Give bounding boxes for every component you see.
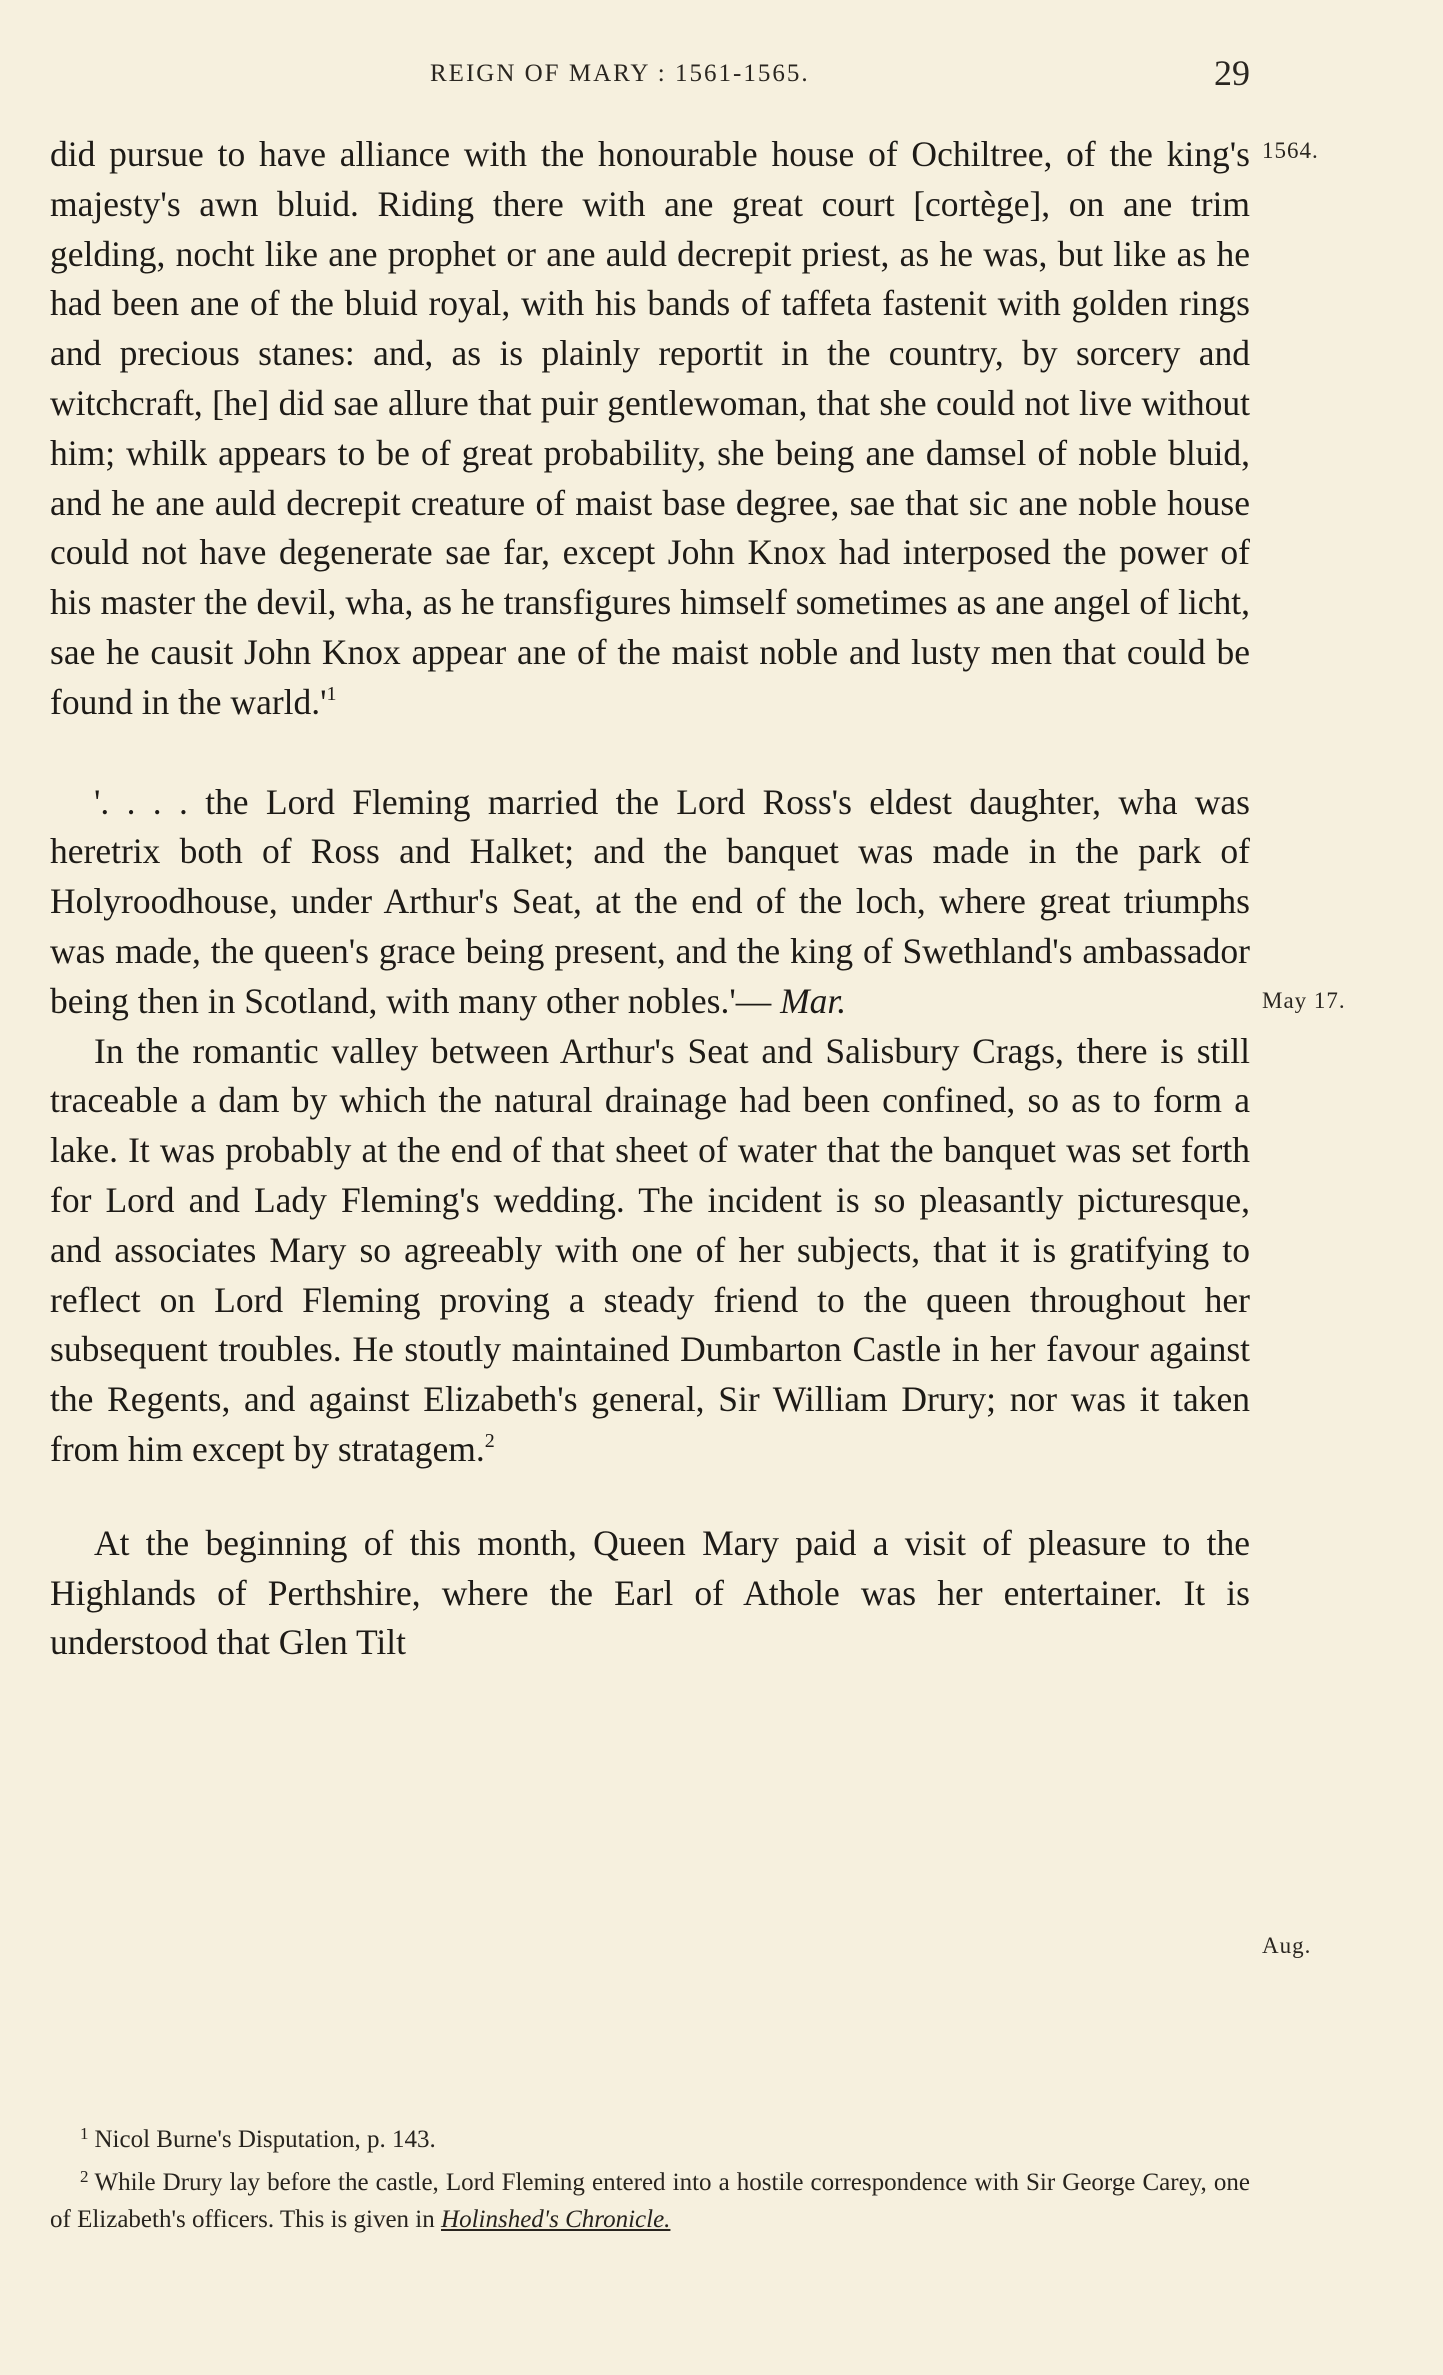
footnote-work-title: Holinshed's Chronicle.	[441, 2206, 671, 2233]
paragraph-text: did pursue to have alliance with the honourable house of Ochiltree, of the king's majesty's awn bluid. Riding there with ane great court [cortège], on ane trim gelding, nocht like ane prophet or ane auld decrepit priest, as he was, but like as he had been ane of the bluid royal, with his bands of taffeta fastenit with golden rings and precious stanes: and, as is plainly reportit in the country, by sorcery and witchcraft, [he] did sae allure that puir gentlewoman, that she could not live without him; whilk appears to be of great probability, she being ane damsel of noble bluid, and he ane auld decrepit creature of maist base degree, sae that sic ane noble house could not have degenerate sae far, except John Knox had interposed the power of his master the devil, wha, as he transfigures himself sometimes as ane angel of licht, sae he causit John Knox appear ane of the maist noble and lusty men that could be found in the warld.'	[50, 134, 1250, 722]
body-text	[50, 130, 1250, 1668]
margin-note-aug: Aug.	[1262, 1933, 1312, 1958]
paragraph-text: '. . . . the Lord Fleming married the Lord Ross's eldest daughter, wha was heretrix both of Ross and Halket; and the banquet was made in the park of Holyroodhouse, under Arthur's Seat, at the end of the loch, where great triumphs was made, the queen's grace being present, and the king of Swethland's ambassador being then in Scotland, with many other nobles.'—	[50, 781, 1250, 1021]
paragraph-quotation-knox	[50, 130, 1250, 728]
footnote-1	[50, 2115, 1250, 2158]
paragraph-quotation-fleming	[50, 778, 1250, 1027]
margin-note-may: May 17.	[1262, 988, 1346, 1013]
footnote-ref: 2	[484, 1429, 495, 1452]
footnote-number: 2	[80, 2167, 89, 2186]
footnote-2	[50, 2158, 1250, 2238]
paragraph-text: In the romantic valley between Arthur's Seat and Salisbury Crags, there is still traceable a dam by which the natural drainage had been confined, so as to form a lake. It was probably at the end of that sheet of water that the banquet was set forth for Lord and Lady Fleming's wedding. The incident is so pleasantly picturesque, and associates Mary so agreeably with one of her subjects, that it is gratifying to reflect on Lord Fleming proving a steady friend to the queen throughout her subsequent troubles. He stoutly maintained Dumbarton Castle in her favour against the Regents, and against Elizabeth's general, Sir William Drury; nor was it taken from him except by stratagem.	[50, 1030, 1250, 1469]
footnote-text: While Drury lay before the castle, Lord Fleming entered into a hostile correspondence with Sir George Carey, one of Elizabeth's officers. This is given in	[50, 2169, 1250, 2233]
paragraph-text: At the beginning of this month, Queen Mary paid a visit of pleasure to the Highlands of Perthshire, where the Earl of Athole was her entertainer. It is understood that Glen Tilt	[50, 1522, 1250, 1663]
footnotes	[50, 2115, 1250, 2238]
quotation-source: Mar.	[780, 980, 847, 1021]
footnote-number: 1	[80, 2124, 89, 2143]
margin-note-year: 1564.	[1262, 138, 1319, 163]
footnote-ref: 1	[326, 682, 337, 705]
footnote-text: Nicol Burne's Disputation, p. 143.	[94, 2126, 436, 2153]
running-head: REIGN OF MARY : 1561-1565.	[430, 60, 810, 87]
paragraph-commentary	[50, 1027, 1250, 1475]
page-header	[50, 52, 1250, 102]
page-number: 29	[1214, 53, 1250, 93]
paragraph-highlands	[50, 1519, 1250, 1668]
